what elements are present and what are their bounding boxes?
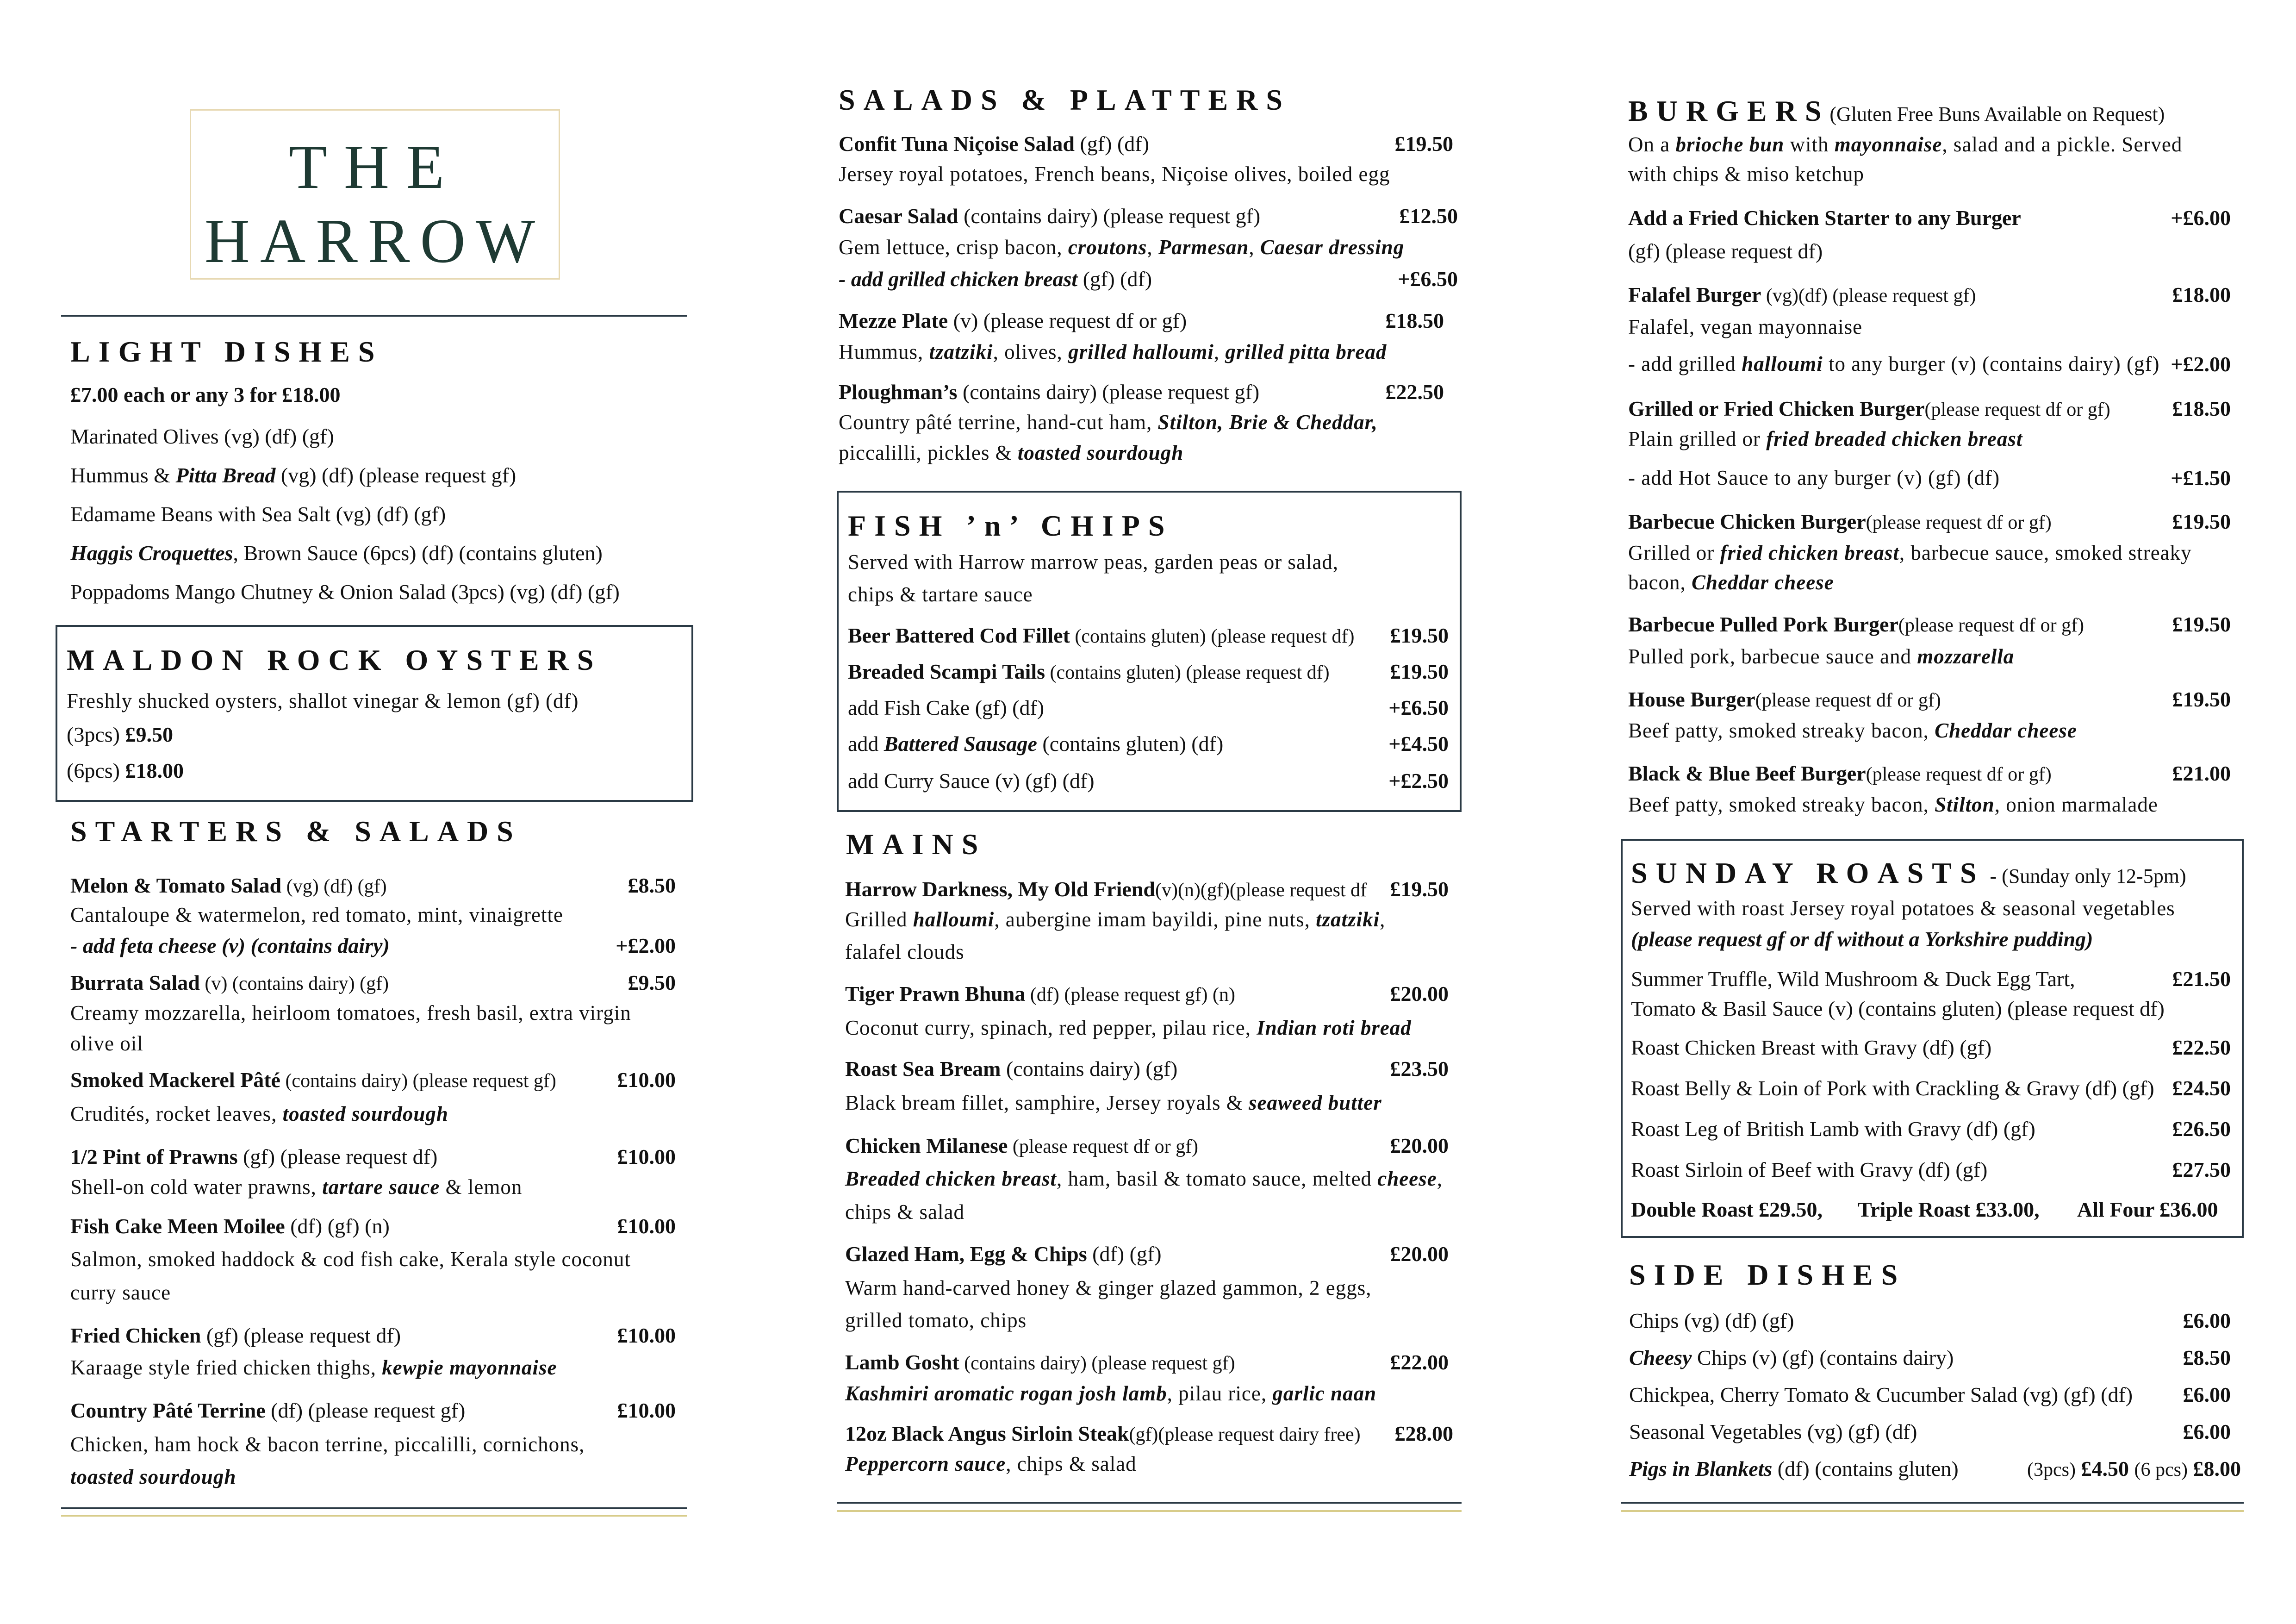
light-dish-item: Edamame Beans with Sea Salt (vg) (df) (gf) bbox=[70, 502, 446, 526]
side-price: £6.00 bbox=[2183, 1420, 2231, 1443]
oysters-price-6: (6pcs) £18.00 bbox=[67, 759, 184, 782]
menu-item-desc: piccalilli, pickles & toasted sourdough bbox=[839, 441, 1184, 464]
mains-title: MAINS bbox=[846, 828, 987, 861]
menu-item-price: £20.00 bbox=[1390, 1134, 1449, 1157]
menu-item-price: +£1.50 bbox=[2171, 466, 2231, 490]
light-dish-item: Marinated Olives (vg) (df) (gf) bbox=[70, 425, 334, 448]
side-item: Cheesy Chips (v) (gf) (contains dairy) bbox=[1629, 1346, 1954, 1369]
menu-item-desc: Creamy mozzarella, heirloom tomatoes, fresh basil, extra virgin bbox=[70, 1001, 631, 1024]
roast-item: Roast Leg of British Lamb with Gravy (df) (gf) bbox=[1631, 1117, 2035, 1141]
menu-item-price: £12.50 bbox=[1399, 204, 1458, 228]
menu-item-name: Tiger Prawn Bhuna (df) (please request gf) (n) bbox=[845, 982, 1236, 1006]
divider bbox=[1621, 1502, 2244, 1504]
side-item: Pigs in Blankets (df) (contains gluten) bbox=[1629, 1457, 1959, 1480]
menu-item-price: £19.50 bbox=[2172, 612, 2231, 636]
menu-item-desc: grilled tomato, chips bbox=[845, 1309, 1027, 1332]
menu-item-price: £10.00 bbox=[617, 1214, 676, 1238]
roast-item: Tomato & Basil Sauce (v) (contains gluten) (please request df) bbox=[1631, 997, 2165, 1020]
menu-item-tags: (gf) (please request df) bbox=[1628, 239, 1823, 263]
menu-item-desc: Kashmiri aromatic rogan josh lamb, pilau rice, garlic naan bbox=[845, 1382, 1377, 1405]
logo-line-1: THE bbox=[288, 132, 461, 202]
fish-chips-desc: chips & tartare sauce bbox=[848, 583, 1033, 606]
roast-item: Roast Sirloin of Beef with Gravy (df) (gf) bbox=[1631, 1158, 1988, 1181]
menu-item-price: £10.00 bbox=[617, 1068, 676, 1092]
starters-title: STARTERS & SALADS bbox=[70, 815, 522, 848]
menu-item-price: +£4.50 bbox=[1388, 732, 1449, 756]
menu-item-name: Beer Battered Cod Fillet (contains gluten) (please request df) bbox=[848, 624, 1355, 647]
menu-item-price: £21.00 bbox=[2172, 762, 2231, 785]
sunday-roasts-note: (please request gf or df without a Yorkshire pudding) bbox=[1631, 927, 2093, 951]
menu-item-name: Roast Sea Bream (contains dairy) (gf) bbox=[845, 1057, 1178, 1081]
menu-item-add: - add grilled halloumi to any burger (v) (contains dairy) (gf) bbox=[1628, 352, 2160, 375]
menu-item-desc: Peppercorn sauce, chips & salad bbox=[845, 1452, 1137, 1475]
menu-item-desc: Coconut curry, spinach, red pepper, pilau rice, Indian roti bread bbox=[845, 1016, 1412, 1039]
menu-item-name: Barbecue Pulled Pork Burger(please request df or gf) bbox=[1628, 612, 2084, 636]
menu-item-price: £18.00 bbox=[2172, 283, 2231, 306]
menu-item-name: Falafel Burger (vg)(df) (please request gf) bbox=[1628, 283, 1976, 306]
menu-item-price: £18.50 bbox=[2172, 397, 2231, 420]
side-price: £6.00 bbox=[2183, 1309, 2231, 1332]
light-dish-item: Hummus & Pitta Bread (vg) (df) (please request gf) bbox=[70, 463, 516, 487]
menu-item-add: - add Hot Sauce to any burger (v) (gf) (df) bbox=[1628, 466, 2000, 489]
menu-item-desc: Beef patty, smoked streaky bacon, Cheddar cheese bbox=[1628, 719, 2077, 742]
menu-item-price: £19.50 bbox=[1394, 132, 1453, 156]
side-item: Chickpea, Cherry Tomato & Cucumber Salad (vg) (gf) (df) bbox=[1629, 1383, 2133, 1406]
menu-item-name: 12oz Black Angus Sirloin Steak(gf)(please request dairy free) bbox=[845, 1422, 1361, 1445]
divider bbox=[837, 1510, 1462, 1512]
light-dish-item: Poppadoms Mango Chutney & Onion Salad (3pcs) (vg) (df) (gf) bbox=[70, 580, 620, 604]
menu-item-price: £10.00 bbox=[617, 1399, 676, 1422]
menu-item-price: +£2.00 bbox=[616, 934, 676, 957]
menu-item-price: £28.00 bbox=[1394, 1422, 1453, 1445]
menu-item-name: Barbecue Chicken Burger(please request df or gf) bbox=[1628, 510, 2052, 533]
divider bbox=[1621, 1510, 2244, 1512]
menu-item-price: £8.50 bbox=[628, 874, 676, 897]
menu-item-price: £20.00 bbox=[1390, 982, 1449, 1006]
menu-item-price: £23.50 bbox=[1390, 1057, 1449, 1081]
menu-item-price: £22.50 bbox=[1385, 380, 1444, 404]
menu-item-price: £19.50 bbox=[1390, 660, 1449, 683]
divider bbox=[61, 1507, 687, 1509]
oysters-title: MALDON ROCK OYSTERS bbox=[67, 643, 602, 676]
roast-price: £24.50 bbox=[2172, 1076, 2231, 1100]
menu-item-desc: falafel clouds bbox=[845, 940, 964, 963]
menu-item-name: Smoked Mackerel Pâté (contains dairy) (please request gf) bbox=[70, 1068, 556, 1092]
menu-item-name: Add a Fried Chicken Starter to any Burger bbox=[1628, 206, 2021, 230]
menu-item-add: - add grilled chicken breast (gf) (df) bbox=[839, 267, 1152, 291]
burgers-intro: On a brioche bun with mayonnaise, salad and a pickle. Served bbox=[1628, 133, 2183, 156]
menu-item-price: £18.50 bbox=[1385, 309, 1444, 332]
menu-item-desc: Grilled halloumi, aubergine imam bayildi, pine nuts, tzatziki, bbox=[845, 908, 1386, 931]
menu-item-desc: olive oil bbox=[70, 1032, 143, 1055]
menu-item-price: +£2.50 bbox=[1388, 769, 1449, 793]
menu-item-price: +£6.50 bbox=[1398, 267, 1458, 291]
divider bbox=[837, 1502, 1462, 1504]
menu-item-name: Black & Blue Beef Burger(please request df or gf) bbox=[1628, 762, 2052, 785]
light-dishes-title: LIGHT DISHES bbox=[70, 335, 383, 368]
salads-title: SALADS & PLATTERS bbox=[839, 83, 1291, 116]
menu-item-desc: Country pâté terrine, hand-cut ham, Stilton, Brie & Cheddar, bbox=[839, 411, 1378, 434]
menu-item-price: £10.00 bbox=[617, 1145, 676, 1168]
side-item: Chips (vg) (df) (gf) bbox=[1629, 1309, 1794, 1332]
logo-line-2: HARROW bbox=[204, 206, 546, 276]
roast-price: £27.50 bbox=[2172, 1158, 2231, 1181]
divider bbox=[61, 315, 687, 317]
menu-item-desc: chips & salad bbox=[845, 1200, 964, 1224]
menu-item-desc: toasted sourdough bbox=[70, 1465, 236, 1488]
menu-item-name: Burrata Salad (v) (contains dairy) (gf) bbox=[70, 971, 389, 994]
side-price: £8.50 bbox=[2183, 1346, 2231, 1369]
oysters-desc: Freshly shucked oysters, shallot vinegar & lemon (gf) (df) bbox=[67, 689, 579, 712]
menu-item-desc: Salmon, smoked haddock & cod fish cake, Kerala style coconut bbox=[70, 1248, 631, 1271]
roast-item: Summer Truffle, Wild Mushroom & Duck Egg Tart, bbox=[1631, 967, 2075, 991]
menu-item-add: - add feta cheese (v) (contains dairy) bbox=[70, 934, 390, 957]
logo bbox=[190, 109, 560, 280]
menu-item-price: £9.50 bbox=[628, 971, 676, 994]
menu-item-price: £22.00 bbox=[1390, 1350, 1449, 1374]
side-dishes-title: SIDE DISHES bbox=[1629, 1258, 1906, 1291]
menu-item-name: Glazed Ham, Egg & Chips (df) (gf) bbox=[845, 1242, 1162, 1266]
menu-item-name: House Burger(please request df or gf) bbox=[1628, 687, 1941, 711]
fish-chips-title: FISH ’n’ CHIPS bbox=[848, 509, 1173, 542]
menu-item-name: Melon & Tomato Salad (vg) (df) (gf) bbox=[70, 874, 387, 897]
menu-item-name: Harrow Darkness, My Old Friend(v)(n)(gf)(please request df bbox=[845, 877, 1367, 901]
menu-item-name: Ploughman’s (contains dairy) (please request gf) bbox=[839, 380, 1260, 404]
menu-item-desc: Crudités, rocket leaves, toasted sourdough bbox=[70, 1102, 448, 1125]
menu-item-name: Country Pâté Terrine (df) (please request gf) bbox=[70, 1399, 466, 1422]
menu-item-desc: Hummus, tzatziki, olives, grilled halloumi, grilled pitta bread bbox=[839, 340, 1387, 363]
burgers-title: BURGERS(Gluten Free Buns Available on Request) bbox=[1628, 94, 2165, 127]
menu-item-name: Grilled or Fried Chicken Burger(please request df or gf) bbox=[1628, 397, 2110, 420]
menu-item-name: Lamb Gosht (contains dairy) (please request gf) bbox=[845, 1350, 1235, 1374]
menu-item-desc: Falafel, vegan mayonnaise bbox=[1628, 315, 1863, 338]
side-price: £6.00 bbox=[2183, 1383, 2231, 1406]
menu-item-name: Mezze Plate (v) (please request df or gf) bbox=[839, 309, 1187, 332]
menu-item-desc: Warm hand-carved honey & ginger glazed gammon, 2 eggs, bbox=[845, 1276, 1372, 1299]
menu-item-desc: Shell-on cold water prawns, tartare sauce & lemon bbox=[70, 1175, 523, 1199]
menu-item-price: £19.50 bbox=[1390, 877, 1449, 901]
menu-item-desc: curry sauce bbox=[70, 1281, 171, 1304]
menu-item-desc: Black bream fillet, samphire, Jersey royals & seaweed butter bbox=[845, 1091, 1382, 1114]
menu-item-desc: Chicken, ham hock & bacon terrine, piccalilli, cornichons, bbox=[70, 1433, 585, 1456]
light-dishes-offer: £7.00 each or any 3 for £18.00 bbox=[70, 383, 341, 406]
menu-item-price: £10.00 bbox=[617, 1324, 676, 1347]
menu-item-name: Fish Cake Meen Moilee (df) (gf) (n) bbox=[70, 1214, 390, 1238]
menu-item-price: £19.50 bbox=[2172, 687, 2231, 711]
menu-item-price: +£6.50 bbox=[1388, 696, 1449, 719]
roast-item: Roast Belly & Loin of Pork with Crackling & Gravy (df) (gf) bbox=[1631, 1076, 2154, 1100]
menu-item-name: Caesar Salad (contains dairy) (please request gf) bbox=[839, 204, 1261, 228]
roast-price: £22.50 bbox=[2172, 1036, 2231, 1059]
menu-item-desc: Jersey royal potatoes, French beans, Niçoise olives, boiled egg bbox=[839, 162, 1390, 186]
menu-item-name: 1/2 Pint of Prawns (gf) (please request df) bbox=[70, 1145, 438, 1168]
menu-item-add: add Fish Cake (gf) (df) bbox=[848, 696, 1045, 719]
oysters-price-3: (3pcs) £9.50 bbox=[67, 723, 173, 746]
sunday-roasts-desc: Served with roast Jersey royal potatoes & seasonal vegetables bbox=[1631, 897, 2175, 920]
burgers-intro: with chips & miso ketchup bbox=[1628, 162, 1864, 186]
menu-item-price: +£2.00 bbox=[2171, 352, 2231, 376]
light-dish-item: Haggis Croquettes, Brown Sauce (6pcs) (df) (contains gluten) bbox=[70, 541, 603, 565]
menu-item-name: Chicken Milanese (please request df or gf) bbox=[845, 1134, 1199, 1157]
menu-item-price: £19.50 bbox=[2172, 510, 2231, 533]
menu-item-price: £20.00 bbox=[1390, 1242, 1449, 1266]
menu-item-desc: Cantaloupe & watermelon, red tomato, mint, vinaigrette bbox=[70, 903, 563, 926]
menu-item-name: Fried Chicken (gf) (please request df) bbox=[70, 1324, 401, 1347]
menu-item-name: Breaded Scampi Tails (contains gluten) (please request df) bbox=[848, 660, 1330, 683]
menu-item-price: £19.50 bbox=[1390, 624, 1449, 647]
roast-price: £26.50 bbox=[2172, 1117, 2231, 1141]
menu-item-desc: Gem lettuce, crisp bacon, croutons, Parmesan, Caesar dressing bbox=[839, 236, 1405, 259]
fish-chips-desc: Served with Harrow marrow peas, garden peas or salad, bbox=[848, 550, 1339, 574]
menu-item-add: add Curry Sauce (v) (gf) (df) bbox=[848, 769, 1095, 793]
menu-item-price: +£6.00 bbox=[2171, 206, 2231, 230]
roast-item: Roast Chicken Breast with Gravy (df) (gf) bbox=[1631, 1036, 1992, 1059]
side-item: Seasonal Vegetables (vg) (gf) (df) bbox=[1629, 1420, 1917, 1443]
side-price: (3pcs) £4.50 (6 pcs) £8.00 bbox=[2027, 1457, 2241, 1480]
roast-combo-triple: Triple Roast £33.00, bbox=[1858, 1198, 2040, 1221]
menu-item-desc: Karaage style fried chicken thighs, kewpie mayonnaise bbox=[70, 1356, 557, 1379]
roast-price: £21.50 bbox=[2172, 967, 2231, 991]
menu-item-desc: Plain grilled or fried breaded chicken breast bbox=[1628, 427, 2023, 450]
menu-item-desc: bacon, Cheddar cheese bbox=[1628, 571, 1834, 594]
menu-item-desc: Beef patty, smoked streaky bacon, Stilton, onion marmalade bbox=[1628, 793, 2158, 816]
menu-item-desc: Breaded chicken breast, ham, basil & tomato sauce, melted cheese, bbox=[845, 1167, 1443, 1190]
roast-combo-double: Double Roast £29.50, bbox=[1631, 1198, 1823, 1221]
roast-combo-all: All Four £36.00 bbox=[2077, 1198, 2218, 1221]
menu-item-desc: Grilled or fried chicken breast, barbecue sauce, smoked streaky bbox=[1628, 541, 2192, 564]
sunday-roasts-title: SUNDAY ROASTS - (Sunday only 12-5pm) bbox=[1631, 856, 2186, 889]
divider bbox=[61, 1515, 687, 1517]
menu-item-desc: Pulled pork, barbecue sauce and mozzarella bbox=[1628, 645, 2015, 668]
menu-item-name: Confit Tuna Niçoise Salad (gf) (df) bbox=[839, 132, 1149, 156]
menu-item-add: add Battered Sausage (contains gluten) (df) bbox=[848, 732, 1224, 756]
